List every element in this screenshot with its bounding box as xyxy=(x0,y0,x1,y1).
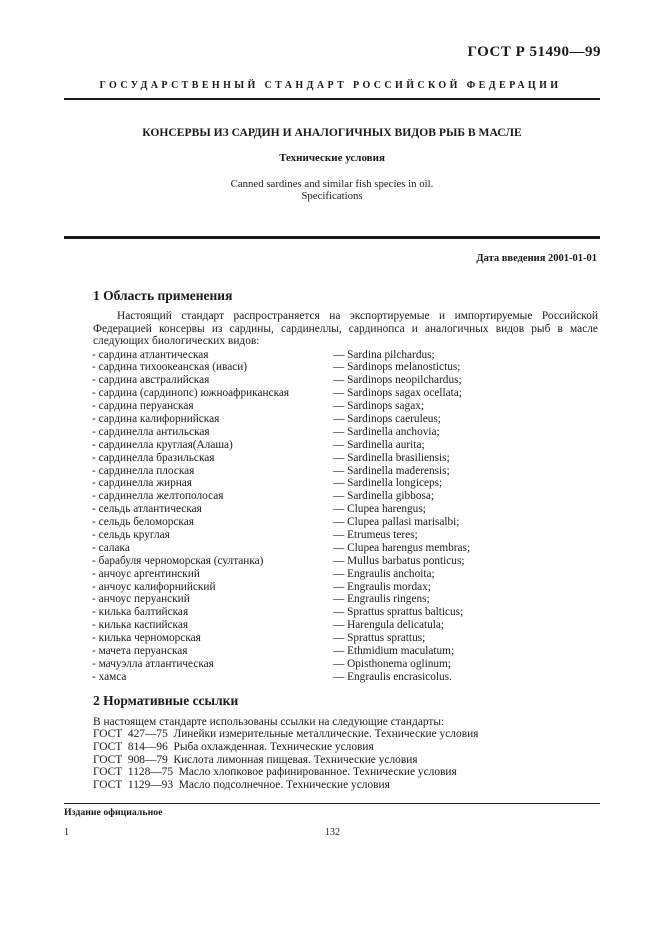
species-russian-name: - хамса xyxy=(92,670,127,683)
english-subtitle: Specifications xyxy=(301,190,363,202)
species-latin-name: — Sardinella longiceps; xyxy=(333,477,443,490)
species-latin-name: — Engraulis ringens; xyxy=(333,593,430,606)
species-row xyxy=(0,619,661,632)
species-row xyxy=(0,555,661,568)
species-latin-name: — Mullus barbatus ponticus; xyxy=(333,554,465,567)
references-list xyxy=(93,728,478,792)
introduction-date: Дата введения 2001-01-01 xyxy=(476,253,597,264)
species-row xyxy=(0,671,661,684)
species-row xyxy=(0,465,661,478)
species-row xyxy=(0,477,661,490)
official-edition-label: Издание официальное xyxy=(64,807,163,818)
species-latin-name: — Clupea harengus; xyxy=(333,503,426,516)
species-russian-name: - сардинелла жирная xyxy=(92,477,192,490)
species-russian-name: - килька черноморская xyxy=(92,632,201,645)
species-russian-name: - мачуэлла атлантическая xyxy=(92,657,214,670)
species-russian-name: - сардинелла круглая(Алаша) xyxy=(92,438,233,451)
header-divider xyxy=(64,98,600,100)
species-row xyxy=(0,387,661,400)
species-russian-name: - сардинелла бразильская xyxy=(92,451,215,464)
species-row xyxy=(0,658,661,671)
species-row xyxy=(0,400,661,413)
species-row xyxy=(0,645,661,658)
species-row xyxy=(0,516,661,529)
species-russian-name: - анчоус перуанский xyxy=(92,593,190,606)
section-2-intro: В настоящем стандарте использованы ссылки на следующие стандарты: xyxy=(93,716,445,728)
footer-left-mark: 1 xyxy=(64,827,69,838)
footer-divider xyxy=(64,803,600,804)
species-row xyxy=(0,529,661,542)
species-row xyxy=(0,503,661,516)
species-russian-name: - салака xyxy=(92,541,130,554)
species-russian-name: - мачета перуанская xyxy=(92,644,188,657)
species-latin-name: — Sprattus sprattus balticus; xyxy=(333,606,464,619)
species-latin-name: — Sardinops sagax; xyxy=(333,400,424,413)
species-russian-name: - сардина (сардинопс) южноафриканская xyxy=(92,387,290,400)
species-row xyxy=(0,490,661,503)
species-latin-name: — Engraulis encrasicolus. xyxy=(333,670,452,683)
section-2-heading: 2 Нормативные ссылки xyxy=(93,693,239,708)
section-1-intro-text: Настоящий стандарт распространяется на экспортируемые и импортируемые Российской Федерацией консервы из сардины, сардинеллы, сардинопса и аналогичных видов рыб в масле следующих биологических видов: xyxy=(93,310,598,348)
title-divider xyxy=(64,236,600,239)
species-row xyxy=(0,439,661,452)
species-russian-name: - сардина атлантическая xyxy=(92,348,209,361)
species-latin-name: — Sprattus sprattus; xyxy=(333,632,426,645)
species-latin-name: — Clupea harengus membras; xyxy=(333,541,471,554)
section-1-heading: 1 Область применения xyxy=(93,288,233,303)
reference-item: ГОСТ 814—96 Рыба охлажденная. Технические условия xyxy=(93,740,374,753)
state-standard-banner: ГОСУДАРСТВЕННЫЙ СТАНДАРТ РОССИЙСКОЙ ФЕДЕРАЦИИ xyxy=(99,80,562,91)
species-russian-name: - сельдь беломорская xyxy=(92,516,194,529)
species-russian-name: - анчоус калифорнийский xyxy=(92,580,216,593)
species-russian-name: - барабуля черноморская (султанка) xyxy=(92,554,264,567)
reference-item: ГОСТ 427—75 Линейки измерительные металлические. Технические условия xyxy=(93,728,479,740)
species-latin-name: — Sardinops neopilchardus; xyxy=(333,374,462,387)
english-title: Canned sardines and similar fish species in oil. xyxy=(230,178,434,190)
species-latin-name: — Sardinops melanostictus; xyxy=(333,361,461,374)
species-russian-name: - сардина перуанская xyxy=(92,400,194,413)
species-list xyxy=(0,349,661,684)
species-russian-name: - сардина калифорнийская xyxy=(92,412,220,425)
species-russian-name: - сардина тихоокеанская (иваси) xyxy=(92,361,248,374)
species-row xyxy=(0,581,661,594)
species-latin-name: — Clupea pallasi marisalbi; xyxy=(333,516,460,529)
species-latin-name: — Sardinella anchovia; xyxy=(333,425,440,438)
species-latin-name: — Sardinella aurita; xyxy=(333,438,425,451)
species-row xyxy=(0,606,661,619)
reference-item: ГОСТ 1128—75 Масло хлопковое рафинированное. Технические условия xyxy=(93,766,457,779)
section-1-intro xyxy=(93,310,598,348)
species-russian-name: - сельдь атлантическая xyxy=(92,503,202,516)
species-russian-name: - сардинелла плоская xyxy=(92,464,195,477)
species-latin-name: — Sardina pilchardus; xyxy=(333,348,435,361)
species-latin-name: — Etrumeus teres; xyxy=(333,528,418,541)
reference-item: ГОСТ 1129—93 Масло подсолнечное. Технические условия xyxy=(93,779,390,792)
species-latin-name: — Sardinella gibbosa; xyxy=(333,490,435,503)
species-latin-name: — Opisthonema oglinum; xyxy=(333,657,451,670)
species-russian-name: - килька балтийская xyxy=(92,606,189,619)
species-latin-name: — Sardinella brasiliensis; xyxy=(333,451,450,464)
species-latin-name: — Sardinops caeruleus; xyxy=(333,412,441,425)
species-russian-name: - сардинелла желтополосая xyxy=(92,490,224,503)
species-row xyxy=(0,413,661,426)
species-row xyxy=(0,632,661,645)
document-subtitle: Технические условия xyxy=(279,152,385,164)
species-russian-name: - сардинелла антильская xyxy=(92,425,210,438)
species-row xyxy=(0,542,661,555)
page-number: 132 xyxy=(325,827,340,838)
gost-number: ГОСТ Р 51490—99 xyxy=(467,44,601,60)
species-latin-name: — Engraulis mordax; xyxy=(333,580,431,593)
species-russian-name: - килька каспийская xyxy=(92,619,189,632)
species-row xyxy=(0,361,661,374)
species-russian-name: - сельдь круглая xyxy=(92,528,170,541)
species-row xyxy=(0,593,661,606)
species-latin-name: — Engraulis anchoita; xyxy=(333,567,435,580)
species-russian-name: - анчоус аргентинский xyxy=(92,567,200,580)
species-row xyxy=(0,349,661,362)
species-row xyxy=(0,426,661,439)
document-title: КОНСЕРВЫ ИЗ САРДИН И АНАЛОГИЧНЫХ ВИДОВ РЫБ В МАСЛЕ xyxy=(142,126,522,139)
species-latin-name: — Ethmidium maculatum; xyxy=(333,644,455,657)
species-latin-name: — Sardinops sagax ocellata; xyxy=(333,387,462,400)
species-latin-name: — Sardinella maderensis; xyxy=(333,464,450,477)
species-latin-name: — Harengula delicatula; xyxy=(333,619,445,632)
species-row xyxy=(0,452,661,465)
reference-item: ГОСТ 908—79 Кислота лимонная пищевая. Технические условия xyxy=(93,753,418,766)
species-row xyxy=(0,568,661,581)
species-russian-name: - сардина австралийская xyxy=(92,374,210,387)
english-title-block xyxy=(64,178,600,202)
species-row xyxy=(0,374,661,387)
